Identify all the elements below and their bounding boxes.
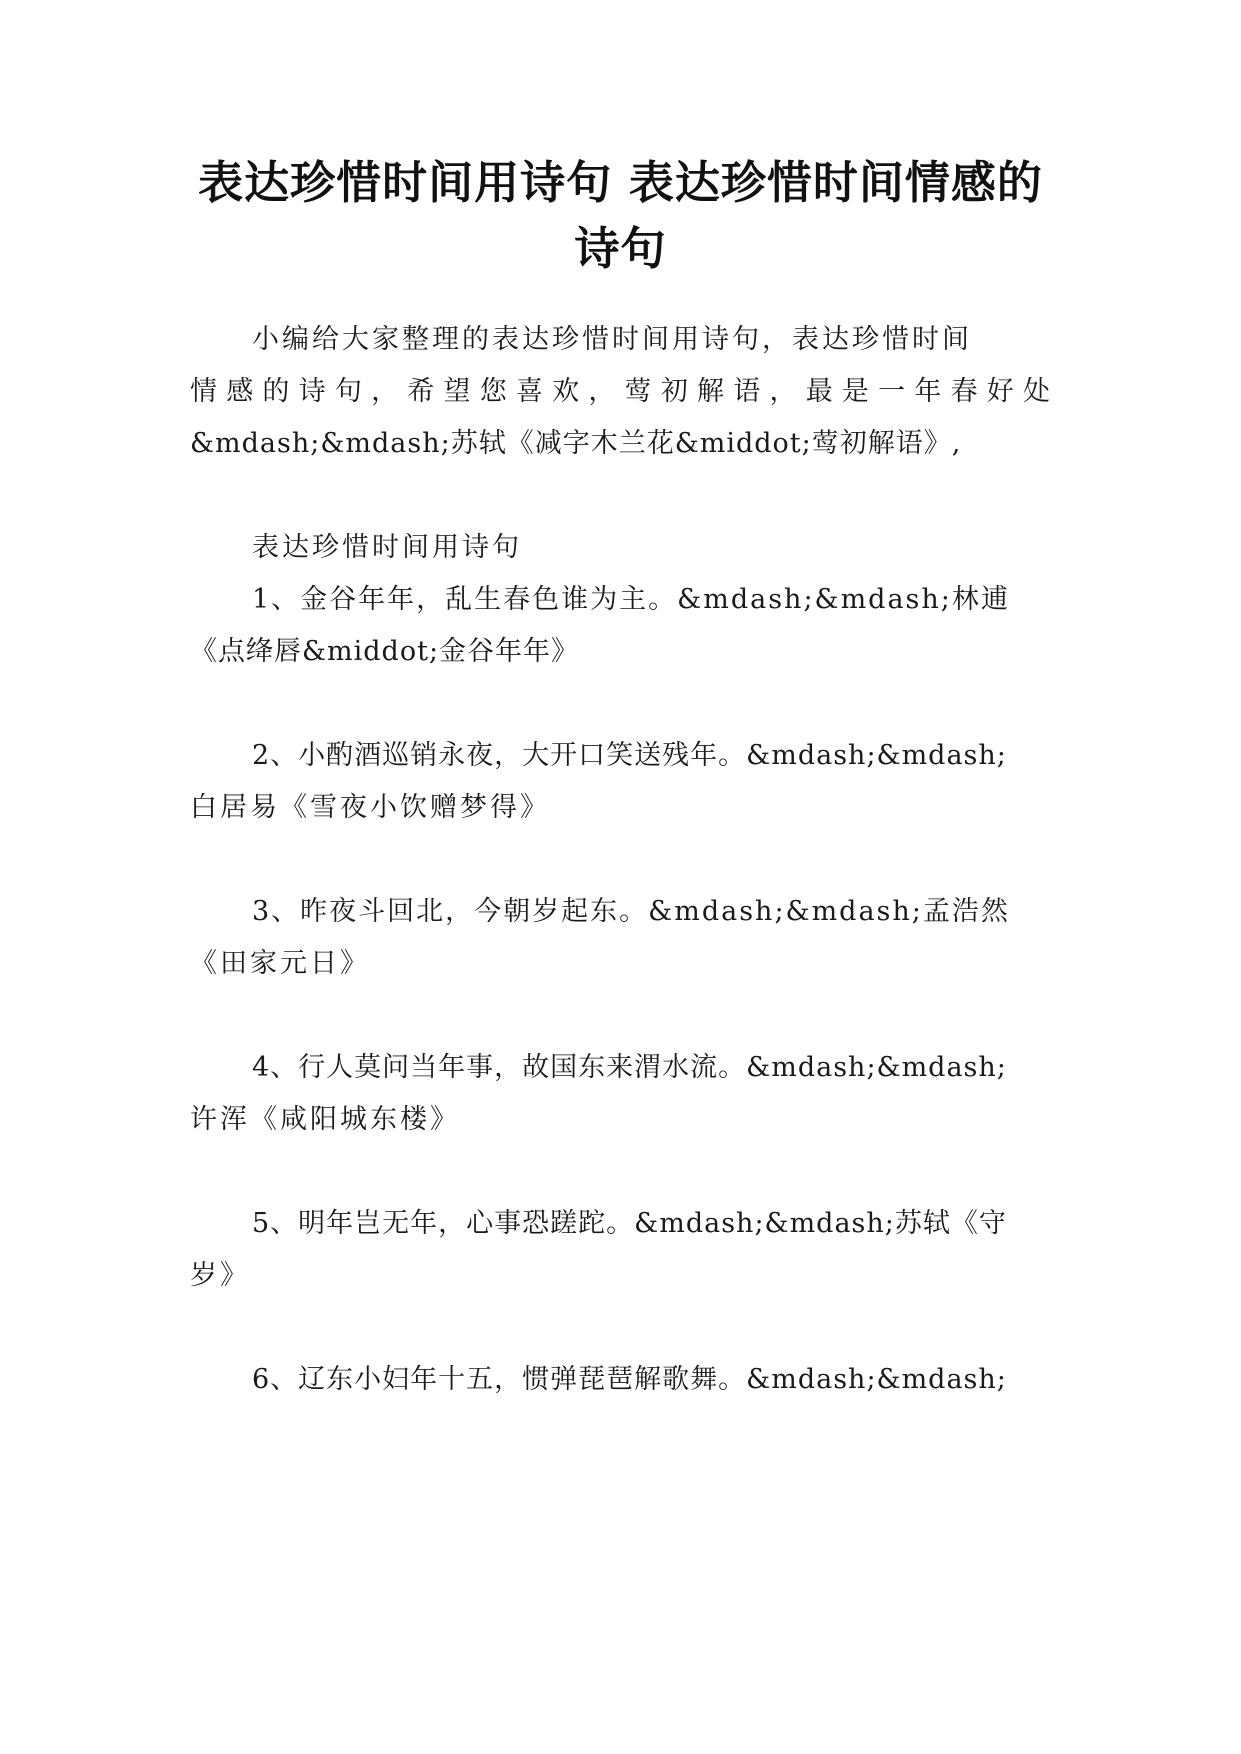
item-3-line-1: 3、昨夜斗回北，今朝岁起东。&mdash;&mdash;孟浩然: [252, 896, 1010, 927]
intro-line-2: 情感的诗句，希望您喜欢，莺初解语，最是一年春好处: [190, 376, 1052, 407]
title-line-2: 诗句: [574, 222, 667, 275]
item-6-line-1: 6、辽东小妇年十五，惯弹琵琶解歌舞。&mdash;&mdash;: [252, 1364, 1007, 1395]
intro-line-3: &mdash;&mdash;苏轼《减字木兰花&middot;莺初解语》,: [190, 428, 962, 459]
item-1-line-2: 《点绛唇&middot;金谷年年》: [190, 636, 580, 667]
item-5-line-1: 5、明年岂无年，心事恐蹉跎。&mdash;&mdash;苏轼《守: [252, 1208, 1007, 1239]
item-4-line-1: 4、行人莫问当年事，故国东来渭水流。&mdash;&mdash;: [252, 1052, 1007, 1083]
document-title: [150, 150, 1091, 282]
section-heading: 表达珍惜时间用诗句: [252, 532, 522, 563]
item-5-line-2: 岁》: [190, 1260, 250, 1291]
intro-line-1: 小编给大家整理的表达珍惜时间用诗句，表达珍惜时间: [252, 324, 972, 355]
item-2-line-1: 2、小酌酒巡销永夜，大开口笑送残年。&mdash;&mdash;: [252, 740, 1007, 771]
item-1-line-1: 1、金谷年年，乱生春色谁为主。&mdash;&mdash;林逋: [252, 584, 1010, 615]
item-2-line-2: 白居易《雪夜小饮赠梦得》: [190, 792, 550, 823]
item-4-line-2: 许浑《咸阳城东楼》: [190, 1104, 460, 1135]
title-line-1: 表达珍惜时间用诗句 表达珍惜时间情感的: [198, 156, 1043, 209]
item-3-line-2: 《田家元日》: [190, 948, 370, 979]
